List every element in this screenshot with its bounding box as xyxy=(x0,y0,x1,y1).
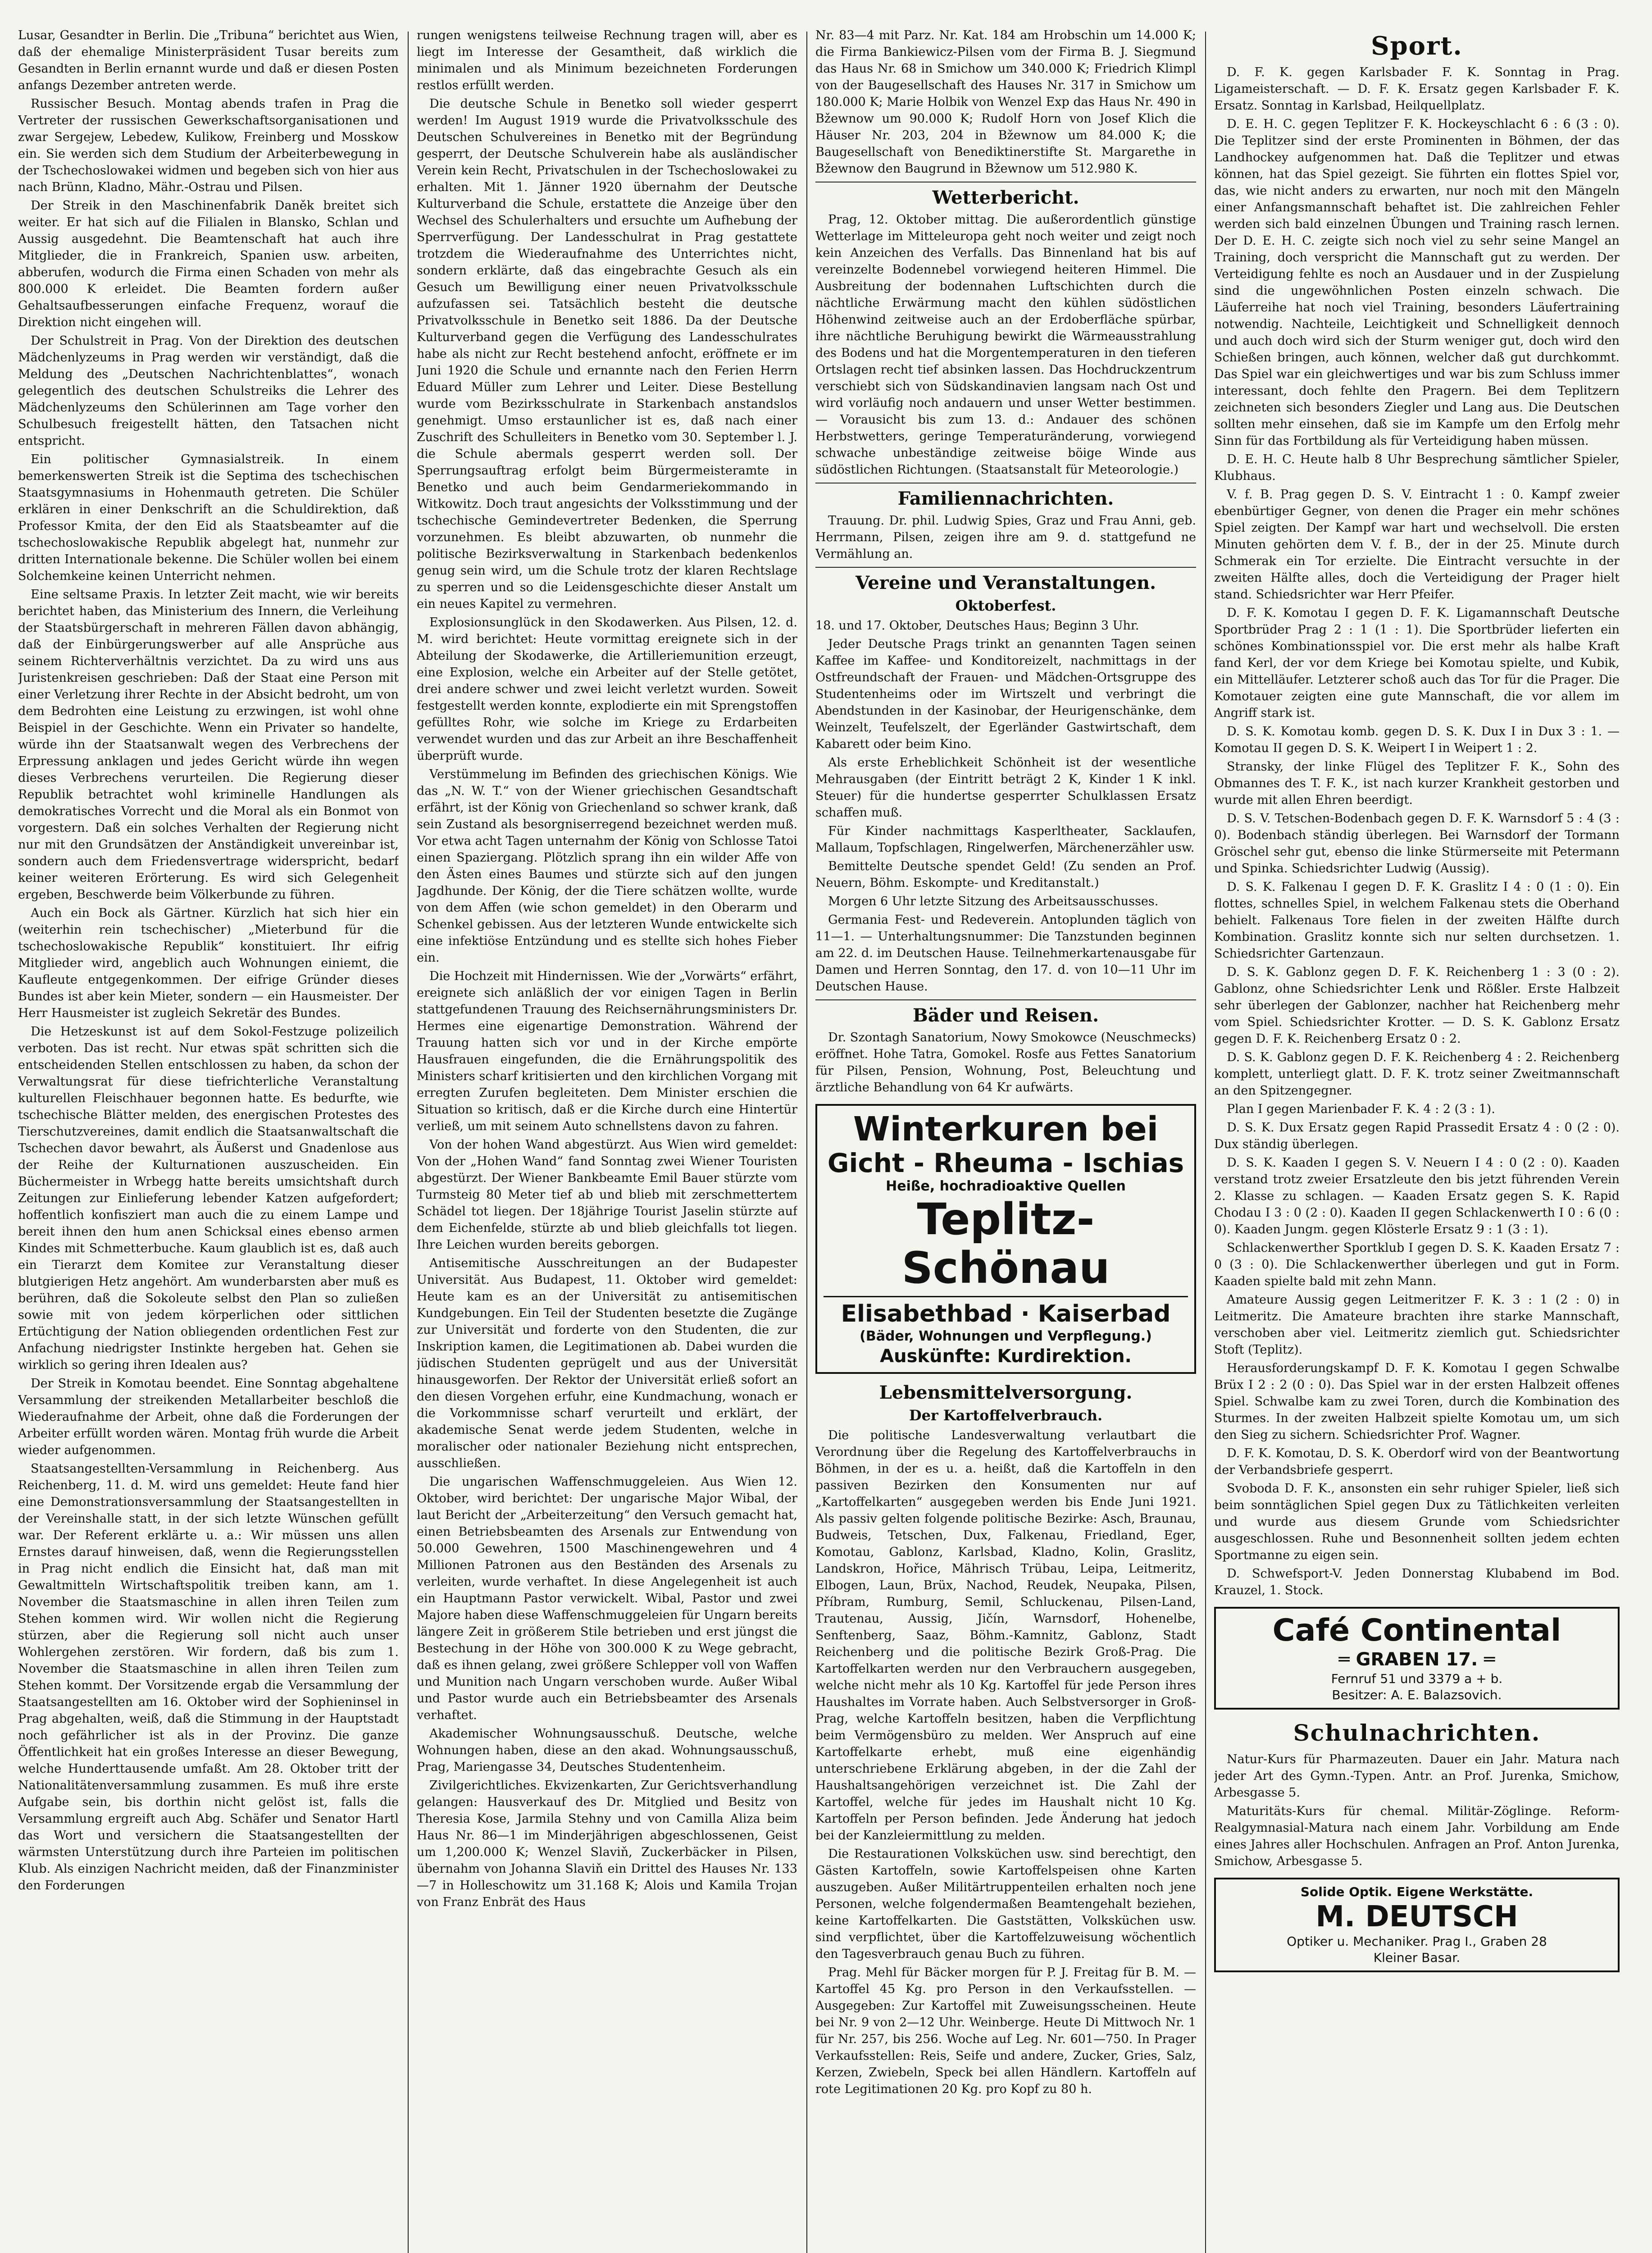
article: Prag, 12. Oktober mittag. Die außerordentlich günstige Wetterlage im Mitteleuropa geht noch weiter und zeigt noch kein Anzeichen des Verfalls. Das Binnenland hat bis auf vereinzelte Bodennebel vorwiegend heiteren Himmel. Die Ausbreitung der bodennahen Luftschichten durch die nächtliche Erwärmung macht den kühlen südöstlichen Höhenwind zeitweise auch an der Erdoberfläche spürbar, ihre nächtliche Beruhigung bewirkt die Wärmeausstrahlung des Bodens und hat die Morgentemperaturen in den tieferen Ortslagen recht tief absinken lassen. Das Hochdruckzentrum verschiebt sich von Südskandinavien langsam nach Ost und wird vorläufig noch andauern und unser Wetter bestimmen. — Vorausicht bis zum 13. d.: Andauer des schönen Herbstwetters, geringe Temperaturänderung, vorwiegend schwache unbeständige zeitweise böige Winde aus südöstlichen Richtungen. (Staatsanstalt für Meteorologie.) xyxy=(815,213,1196,477)
article: Nr. 83—4 mit Parz. Nr. Kat. 184 am Hrobschin um 14.000 K; die Firma Bankiewicz-Pilsen vom der Firma B. J. Siegmund das Haus Nr. 68 in Smichow um 340.000 K; Friedrich Klimpl von der Baugesellschaft des Hauses Nr. 317 in Smichow um 180.000 K; Marie Holbik von Wenzel Exp das Haus Nr. 490 in Bžewnow um 90.000 K; Rudolf Horn von Josef Klich die Häuser Nr. 203, 204 in Bžewnow um 84.000 K; die Baugesellschaft von Benediktinerstifte St. Margarethe in Bžewnow den Baugrund in Bžewnow um 512.980 K. xyxy=(815,28,1196,176)
article: D. S. K. Falkenau I gegen D. F. K. Graslitz I 4 : 0 (1 : 0). Ein flottes, schnelles Spiel, in welchem Falkenau stets die Oberhand behielt. Falkenaus Tore fielen in der zweiten Hälfte durch Kombination. Graslitz konnte sich nur selten durchsetzen. 1. Schiedsrichter Gartenzaun. xyxy=(1214,880,1620,961)
article: D. F. K. Komotau I gegen D. F. K. Ligamannschaft Deutsche Sportbrüder Prag 2 : 1 (1 : 1). Die Sportbrüder lieferten ein schönes Kombinationsspiel vor. Die erst mehr als halbe Kraft fand Kerl, der vor dem Kriege bei Komotau spielte, und Kubik, ein Mittelläufer. Letzterer schoß auch das Tor für die Prager. Die Komotauer zeigten eine gute Mannschaft, die vor allem im Angriff stark ist. xyxy=(1214,606,1620,720)
article: Auch ein Bock als Gärtner. Kürzlich hat sich hier ein (weiterhin rein tschechischer) „Mieterbund für die tschechoslowakische Republik“ konstituiert. Ihr eifrig Mitglieder wird, angeblich auch Wohnungen einiemt, die Kaufleute entgegenkommen. Der eifrige Gründer dieses Bundes ist aber kein Mieter, sondern — ein Hausmeister. Der Herr Hausmeister ist zugleich Sekretär des Bundes. xyxy=(18,906,399,1020)
article: Die Restaurationen Volksküchen usw. sind berechtigt, den Gästen Kartoffeln, sowie Kartoffelspeisen ohne Karten auszugeben. Außer Militärtruppenteilen erhalten noch jene Personen, welche folgendermaßen Beamtengehalt beziehen, keine Kartoffelkarten. Die Gaststätten, Volksküchen usw. sind verpflichtet, über die Kartoffelzuweisung wöchentlich den Tagesverbrauch genau Buch zu führen. xyxy=(815,1847,1196,1961)
article: Trauung. Dr. phil. Ludwig Spies, Graz und Frau Anni, geb. Herrmann, Pilsen, zeigen ihre am 9. d. stattgefund ne Vermählung an. xyxy=(815,514,1196,561)
article: Svoboda D. F. K., ansonsten ein sehr ruhiger Spieler, ließ sich beim sonntäglichen Spiel gegen Dux zu Tätlichkeiten verleiten und wurde aus diesem Grunde vom Schiedsrichter ausgeschlossen. Ruhe und Besonnenheit sollten jedem echten Sportmanne zu eigen sein. xyxy=(1214,1482,1620,1562)
ad-cafe-continental xyxy=(1214,1607,1620,1710)
divider xyxy=(815,999,1196,1000)
ad-deutsch-address2: Kleiner Basar. xyxy=(1373,1950,1461,1965)
article: D. S. K. Gablonz gegen D. F. K. Reichenberg 1 : 3 (0 : 2). Gablonz, ohne Schiedsrichter Lenk und Rößler. Erste Halbzeit sehr überlegen der Gablonzer, nachher hat Reichenberg mehr vom Spiel. Schiedsrichter Krotter. — D. S. K. Gablonz Ersatz gegen D. F. K. Reichenberg Ersatz 0 : 2. xyxy=(1214,965,1620,1046)
ad-deutsch-top: Solide Optik. Eigene Werkstätte. xyxy=(1300,1884,1534,1899)
article: Zivilgerichtliches. Ekvizenkarten, Zur Gerichtsverhandlung gelangen: Hausverkauf des Dr. Mitglied und Besitz von Theresia Kose, Jarmila Stehny und von Camilla Aliza beim Haus Nr. 86—1 im Minderjährigen abgeschlossenen, Geist um 1,200.000 K; Wenzel Slaviň, Zuckerbäcker in Pilsen, übernahm von Johanna Slaviň ein Drittel des Hauses Nr. 133—7 in Holleschowitz um 31.168 K; Alois und Kamila Trojan von Franz Enbrät des Haus xyxy=(417,1779,797,1909)
article: D. S. V. Tetschen-Bodenbach gegen D. F. K. Warnsdorf 5 : 4 (3 : 0). Bodenbach ständig überlegen. Bei Warnsdorf der Tormann Gröschel sehr gut, ebenso die linke Stürmerseite mit Petermann und Spinka. Schiedsrichter Ludwig (Aussig). xyxy=(1214,812,1620,876)
article: D. E. H. C. Heute halb 8 Uhr Besprechung sämtlicher Spieler, Klubhaus. xyxy=(1214,452,1620,483)
ad-winter-line6: (Bäder, Wohnungen und Verpflegung.) xyxy=(860,1328,1152,1344)
ad-deutsch-optik xyxy=(1214,1878,1620,1972)
heading-baeder: Bäder und Reisen. xyxy=(912,1005,1099,1026)
article: Prag. Mehl für Bäcker morgen für P. J. Freitag für B. M. — Kartoffel 45 Kg. pro Person in den Verkaufsstellen. — Ausgegeben: Zur Kartoffel mit Zuweisungsscheinen. Heute bei Nr. 9 von 2—12 Uhr. Weinberge. Heute Di Mittwoch Nr. 1 für Nr. 257, bis 256. Woche auf Leg. Nr. 601—750. In Prager Verkaufsstellen: Reis, Seife und andere, Zucker, Gries, Salz, Kerzen, Zwiebeln, Speck bei allen Händlern. Kartoffeln auf rote Legitimationen 20 Kg. pro Kopf zu 80 h. xyxy=(815,1966,1196,2096)
heading-familie: Familiennachrichten. xyxy=(897,488,1114,509)
column-1 xyxy=(18,27,399,2253)
article: D. S. K. Komotau komb. gegen D. S. K. Dux I in Dux 3 : 1. — Komotau II gegen D. S. K. Weipert I in Weipert 1 : 2. xyxy=(1214,725,1620,755)
article: Antisemitische Ausschreitungen an der Budapester Universität. Aus Budapest, 11. Oktober wird gemeldet: Heute kam es an der Universität zu antisemitischen Kundgebungen. Ein Teil der Studenten besetzte die Zugänge zur Universität und forderte von den Studenten, die zur Inskription kamen, die Legitimationen ab. Dabei wurden die jüdischen Studenten geprügelt und aus der Universität hinausgeworfen. Der Rektor der Universität erließ sofort an den diesen Vorgehen erfuhr, eine Kundmachung, wonach er die Vorkommnisse scharf verurteilt und erklärt, der akademische Senat werde jedem Studenten, welche in moralischer oder nationaler Beziehung nicht entsprechen, ausschließen. xyxy=(417,1256,797,1470)
article: Die Hochzeit mit Hindernissen. Wie der „Vorwärts“ erfährt, ereignete sich anläßlich der vor einigen Tagen in Berlin stattgefundenen Trauung des Reichsernährungsministers Dr. Hermes eine eigenartige Demonstration. Während der Trauung hatten sich vor und in der Kirche empörte Hausfrauen eingefunden, die die Ernährungspolitik des Ministers scharf kritisierten und den kirchlichen Vorgang mit erregten Zurufen begleiteten. Dem Minister erschien die Situation so kritisch, daß er die Kirche durch eine Hintertür verließ, um mit seinem Auto schnellstens davon zu fahren. xyxy=(417,969,797,1133)
article: Der Schulstreit in Prag. Von der Direktion des deutschen Mädchenlyzeums in Prag werden wir verständigt, daß die Meldung des „Deutschen Nachrichtenblattes“, wonach gelegentlich des deutschen Schulstreiks die Lehrer des Mädchenlyzeums den Schülerinnen am Tage vorher den Schulbesuch freigestellt hätten, den Tatsachen nicht entspricht. xyxy=(18,334,399,448)
article: 18. und 17. Oktober, Deutsches Haus; Beginn 3 Uhr. xyxy=(815,619,1139,633)
ad-winterkuren xyxy=(815,1104,1196,1374)
ad-cafe-address: ═ GRABEN 17. ═ xyxy=(1338,1649,1495,1670)
article: V. f. B. Prag gegen D. S. V. Eintracht 1 : 0. Kampf zweier ebenbürtiger Gegner, von denen die Prager ein mehr schönes Spiel zeigten. Der Kampf war hart und wechselvoll. Die ersten Minuten gehörten dem V. f. B., der in der 25. Minute durch Schmerak ein Tor erzielte. Die Eintracht versuchte in der zweiten Hälfte alles, doch die Verteidigung der Prager hielt stand. Schiedsrichter war Herr Pfeifer. xyxy=(1214,488,1620,602)
article: rungen wenigstens teilweise Rechnung tragen will, aber es liegt im Interesse der Gesamtheit, daß wirklich die minimalen und als Minimum bezeichneten Forderungen restlos erfüllt werden. xyxy=(417,28,797,92)
article: Natur-Kurs für Pharmazeuten. Dauer ein Jahr. Matura nach jeder Art des Gymn.-Typen. Antr. an Prof. Jurenka, Smichow, Arbesgasse 5. xyxy=(1214,1752,1620,1800)
article: Als erste Erheblichkeit Schönheit ist der wesentliche Mehrausgaben (der Eintritt beträgt 2 K, Kinder 1 K inkl. Steuer) für die hundertse gesperrter Schulklassen Ersatz schaffen muß. xyxy=(815,756,1196,820)
article: D. E. H. C. gegen Teplitzer F. K. Hockeyschlacht 6 : 6 (3 : 0). Die Teplitzer sind der erste Prominenten in Böhmen, der das Landhockey aufgenommen hat. Daß die Teplitzer und etwas können, hat das Spiel gezeigt. Sie führten ein flottes Spiel vor, das, wie nicht anders zu erwarten, nur noch mit den Mängeln einer Anfangsmannschaft behaftet ist. Die zahlreichen Fehler werden sich bald einzelnen Übungen und Training rasch lernen. Der D. E. H. C. zeigte sich noch viel zu sehr seine Mangel an Training, doch verspricht die Mannschaft gut zu werden. Der Verteidigung fehlte es noch an Ausdauer und in der Zuspielung sind die ungewöhnlichen Posten einzeln schwach. Die Läuferreihe hat noch viel Training, besonders Läufertraining notwendig. Nachteile, Leichtigkeit und Schnelligkeit dennoch und auch doch wird sich der Sturm weniger gut, doch wird den Schießen bringen, auch können, welcher daß gut durchkommt. Das Spiel war ein gleichwertiges und war bis zum Schluss immer interessant, doch fehlte den Pragern. Bei dem Teplitzern zeichneten sich besonders Ziegler und Lang aus. Die Deutschen sollten mehr einsehen, daß sie im Kampfe um den Erfolg mehr Sinn für das Fortbildung als für Verteidigung haben müssen. xyxy=(1214,117,1620,448)
article: Die ungarischen Waffenschmuggeleien. Aus Wien 12. Oktober, wird berichtet: Der ungarische Major Wibal, der laut Bericht der „Arbeiterzeitung“ den Versuch gemacht hat, einen Betriebsbeamten des Arsenals zur Entwendung von 50.000 Gewehren, 1500 Maschinengewehren und 4 Millionen Patronen aus den Beständen des Arsenals zu verleiten, wurde verhaftet. In diese Angelegenheit ist auch ein Hauptmann Pastor verwickelt. Wibal, Pastor und zwei Majore haben diese Waffenschmuggeleien für Ungarn bereits längere Zeit in größerem Stile betrieben und erst jüngst die Bestechung in der Höhe von 300.000 K zu Wege gebracht, daß es ihnen gelang, zwei größere Schlepper voll von Waffen und Munition nach Ungarn verschoben wurde. Außer Wibal und Pastor wurde auch ein Betriebsbeamter des Arsenals verhaftet. xyxy=(417,1475,797,1722)
article: Die politische Landesverwaltung verlautbart die Verordnung über die Regelung des Kartoffelverbrauchs in Böhmen, in der es u. a. heißt, daß die Kartoffeln in den passiven Bezirken den Konsumenten nur auf „Kartoffelkarten“ ausgegeben werden bis Ende Juni 1921. Als passiv gelten folgende politische Bezirke: Asch, Braunau, Budweis, Tetschen, Dux, Falkenau, Friedland, Eger, Komotau, Gablonz, Karlsbad, Kladno, Kolin, Graslitz, Landskron, Hořice, Mährisch Trübau, Leipa, Leitmeritz, Elbogen, Laun, Brüx, Nachod, Reudek, Neupaka, Pilsen, Příbram, Rumburg, Semil, Schluckenau, Pilsen-Land, Trautenau, Aussig, Jičín, Warnsdorf, Hohenelbe, Senftenberg, Saaz, Böhm.-Kamnitz, Gablonz, Stadt Reichenberg und die politische Bezirk Groß-Prag. Die Kartoffelkarten werden nur den Verbrauchern ausgegeben, welche nicht mehr als 10 Kg. Kartoffel für jede Person ihres Haushaltes im Vorrate haben. Auch Selbstversorger in Groß-Prag, welche Kartoffeln besitzen, haben die Verpflichtung beim Vermögensbüro zu melden. Wer Anspruch auf eine Kartoffelkarte erhebt, muß eine eigenhändig unterschriebene Erklärung abgeben, in der die Zahl der Haushaltsangehörigen verzeichnet ist. Die Zahl der Kartoffel, welche für jedes im Haushalt nicht 10 Kg. Kartoffeln per Person befinden. Jede Änderung hat jedoch bei der Kanzleiermittlung zu melden. xyxy=(815,1428,1196,1843)
article: Eine seltsame Praxis. In letzter Zeit macht, wie wir bereits berichtet haben, das Ministerium des Innern, die Verleihung der Staatsbürgerschaft in mehreren Fällen davon abhängig, daß der Einbürgerungswerber auf alle Ansprüche aus seinem Richterverhältnis verzichtet. Da zu wird uns aus Juristenkreisen geschrieben: Daß der Staat eine Person mit einer Verletzung ihrer Rechte in der Absicht bedroht, um von dem Bedrohten eine Leistung zu erzwingen, ist wohl ohne Beispiel in der Geschichte. Wenn ein Privater so handelte, würde ihn der Staatsanwalt wegen des Verbrechens der Erpressung anklagen und jedes Gericht würde ihn wegen dieses Verbrechens verurteilen. Die Regierung dieser Republik betrachtet wohl kriminelle Handlungen als demokratisches Vorrecht und die Moral als ein Bonmot von vorgestern. Daß ein solches Verhalten der Regierung nicht nur mit den Grundsätzen der Anständigkeit unvereinbar ist, sondern auch dem Friedensvertrage widerspricht, bedarf keiner weiteren Erörterung. Es wird sich Gelegenheit ergeben, Beschwerde beim Völkerbunde zu führen. xyxy=(18,588,399,902)
ad-deutsch-name: M. DEUTSCH xyxy=(1315,1900,1518,1934)
article: D. Schwefsport-V. Jeden Donnerstag Klubabend im Bod. Krauzel, 1. Stock. xyxy=(1214,1567,1620,1597)
article: Die deutsche Schule in Benetko soll wieder gesperrt werden! Im August 1919 wurde die Privatvolksschule des Deutschen Schulvereines in Benetko mit der Begründung gesperrt, der Deutsche Schulverein habe als ausländischer Verein kein Recht, Privatschulen in der Tschechoslowakei zu erhalten. Mit 1. Jänner 1920 übernahm der Deutsche Kulturverband die Schule, erstattete die Anzeige über den Wechsel des Schulerhalters und ersuchte um Aufhebung der Sperrverfügung. Der Landesschulrat in Prag gestattete trotzdem die Wiederaufnahme des Unterrichtes nicht, sondern erklärte, daß das eingebrachte Gesuch als ein Gesuch um Bewilligung einer neuen Privatvolksschule aufzufassen sei. Tatsächlich besteht die deutsche Privatvolksschule in Benetko seit 1886. Da der Deutsche Kulturverband gegen die Verfügung des Landesschulrates habe als nicht zur Recht bestehend anfocht, eröffnete er im Juni 1920 die Schule und ernannte nach den Ferien Herrn Eduard Müller zum Lehrer und Leiter. Diese Bestellung wurde vom Bezirksschulrate in Starkenbach anstandslos genehmigt. Umso erstaunlicher ist es, daß nach einer Zuschrift des Schulleiters in Benetko vom 30. September l. J. die Schule abermals gesperrt werden soll. Der Sperrungsauftrag erfolgt beim Bürgermeisteramte in Benetko und auch beim Gendarmeriekommando in Witkowitz. Doch traut angesichts der Volksstimmung und der tschechische Gemindevertreter Bedenken, die Sperrung vorzunehmen. Es bleibt abzuwarten, ob nunmehr die politische Bezirksverwaltung in Starkenbach bedenkenlos genug sein wird, um die Schule trotz der klaren Rechtslage zu sperren und so die Leidensgeschichte dieser Anstalt um ein neues Kapitel zu vermehren. xyxy=(417,97,797,611)
article: Bemittelte Deutsche spendet Geld! (Zu senden an Prof. Neuern, Böhm. Eskompte- und Kreditanstalt.) xyxy=(815,859,1196,890)
ad-deutsch-address: Optiker u. Mechaniker. Prag I., Graben 28 xyxy=(1287,1934,1547,1949)
article: Der Streik in den Maschinenfabrik Daněk breitet sich weiter. Er hat sich auf die Filialen in Blansko, Schlan und Aussig ausgedehnt. Die Beamtenschaft hat auch ihre Mitglieder, die in Frankreich, Spanien usw. arbeiten, abberufen, wodurch die Firma einen Schaden von mehr als 800.000 K erleidet. Die Beamten fordern außer Gehaltsaufbesserungen einfache Frequenz, worauf die Direktion nicht eingehen will. xyxy=(18,199,399,329)
article: D. S. K. Kaaden I gegen S. V. Neuern I 4 : 0 (2 : 0). Kaaden verstand trotz zweier Ersatzleute den bis jetzt führenden Verein 2. Klasse zu schlagen. — Kaaden Ersatz gegen S. K. Rapid Chodau I 3 : 0 (2 : 0). Kaaden II gegen Schlackenwerth I 0 : 6 (0 : 0). Kaaden Jungm. gegen Klösterle Ersatz 9 : 1 (3 : 1). xyxy=(1214,1156,1620,1236)
ad-cafe-phone: Fernruf 51 und 3379 a + b. xyxy=(1331,1671,1503,1686)
article: Lusar, Gesandter in Berlin. Die „Tribuna“ berichtet aus Wien, daß der ehemalige Ministerpräsident Tusar bereits zum Gesandten in Berlin ernannt wurde und daß er diesen Posten anfangs Dezember antreten werde. xyxy=(18,28,399,92)
ad-winter-line4: Teplitz-Schönau xyxy=(901,1194,1110,1293)
heading-vereine: Vereine und Veranstaltungen. xyxy=(855,572,1156,593)
article: Dr. Szontagh Sanatorium, Nowy Smokowce (Neuschmecks) eröffnet. Hohe Tatra, Gomokel. Rosfe aus Fettes Sanatorium für Pilsen, Pension, Wohnung, Post, Beleuchtung und ärztliche Behandlung von 64 Kr aufwärts. xyxy=(815,1031,1196,1095)
article: Der Streik in Komotau beendet. Eine Sonntag abgehaltene Versammlung der streikenden Metallarbeiter beschloß die Wiederaufnahme der Arbeit, ohne daß die Forderungen der Arbeiter erfüllt worden wären. Montag früh wurde die Arbeit wieder aufgenommen. xyxy=(18,1377,399,1457)
article: Verstümmelung im Befinden des griechischen Königs. Wie das „N. W. T.“ von der Wiener griechischen Gesandtschaft erfährt, ist der König von Griechenland so schwer krank, daß sein Zustand als besorgniserregend bezeichnet werden muß. Vor etwa acht Tagen unternahm der König von Schlosse Tatoi einen Spaziergang. Plötzlich sprang ihn ein wilder Affe von den Ästen eines Baumes und stürzte sich auf den jungen Jagdhunde. Der König, der die Tiere schätzen wollte, wurde von dem Affen (wie schon gemeldet) in den Oberarm und Schenkel gebissen. Aus der letzteren Wunde entwickelte sich eine infektiöse Entzündung und es stellte sich hohes Fieber ein. xyxy=(417,767,797,965)
heading-lebensmittel: Lebensmittelversorgung. xyxy=(879,1382,1133,1403)
article: D. F. K. gegen Karlsbader F. K. Sonntag in Prag. Ligameisterschaft. — D. F. K. Ersatz gegen Karlsbader F. K. Ersatz. Sonntag in Karlsbad, Heilquellplatz. xyxy=(1214,65,1620,113)
column-3 xyxy=(815,27,1196,2253)
article: Amateure Aussig gegen Leitmeritzer F. K. 3 : 1 (2 : 0) in Leitmeritz. Die Amateure brachten ihre starke Mannschaft, verschoben aber viel. Leitmeritz ziemlich gut. Schiedsrichter Stoft (Teplitz). xyxy=(1214,1293,1620,1357)
article: Maturitäts-Kurs für chemal. Militär-Zöglinge. Reform-Realgymnasial-Matura nach einem Jahr. Vorbildung am Ende eines Jahres aller Hochschulen. Anfragen an Prof. Anton Jurenka, Smichow, Arbesgasse 5. xyxy=(1214,1804,1620,1868)
article: D. S. K. Dux Ersatz gegen Rapid Prassedit Ersatz 4 : 0 (2 : 0). Dux ständig überlegen. xyxy=(1214,1121,1620,1151)
heading-wetter: Wetterbericht. xyxy=(932,187,1079,208)
ad-winter-line3: Heiße, hochradioaktive Quellen xyxy=(886,1178,1126,1194)
column-2 xyxy=(417,27,797,2253)
article: Plan I gegen Marienbader F. K. 4 : 2 (3 : 1). xyxy=(1227,1102,1495,1116)
column-rule xyxy=(408,32,409,2253)
ad-cafe-title: Café Continental xyxy=(1272,1613,1561,1648)
article: Russischer Besuch. Montag abends trafen in Prag die Vertreter der russischen Gewerkschaftsorganisationen und zwar Sergejew, Lebedew, Kulikow, Freinberg und Mosskow ein. Sie werden sich dem Studium der Arbeiterbewegung in der Tschechoslowakei widmen und begeben sich von hier aus nach Brünn, Kladno, Mähr.-Ostrau und Pilsen. xyxy=(18,97,399,194)
article: Die Hetzeskunst ist auf dem Sokol-Festzuge polizeilich verboten. Das ist recht. Nur etwas spät schritten sich die entscheidenden Stellen entschlossen zu haben, da schon der Verwaltungsrat für diese tiefrichterliche Veranstaltung kulturellen Fleischhauer begonnen hatte. Es bedurfte, wie tschechische Blätter melden, des energischen Protestes des Tierschutzvereines, damit endlich die Staatsanwaltschaft die Tschechen davor bewahrt, als Äußerst und Gnadenlose aus der Reihe der Kulturnationen auszuscheiden. Ein Büchermeister in Wrbegg hatte bereits umsichtshaft durch Zeitungen zur Einlieferung lebender Katzen aufgefordert; hoffentlich konfisziert man auch die zu einem Lampe und bereit ihnen den hum anen Schicksal eines ebenso armen Kindes mit Schmetterbuche. Kaum glaublich ist es, daß auch ein Tierarzt dem Komitee zur Veranstaltung dieser blutgierigen Hetz angehört. Am wunderbarsten aber muß es berühren, daß die Sokoleute selbst den Plan so zuließen sowie mit von jedem körperlichen oder sittlichen Ertüchtigung der Nation obliegenden ordentlichen Fest zur Anfachung niedrigster Instinkte hergeben hat. Gehen sie wirklich so gering ihren Idealen aus? xyxy=(18,1025,399,1372)
article: Jeder Deutsche Prags trinkt an genannten Tagen seinen Kaffee im Kaffee- und Konditoreizelt, nachmittags in der Ostfreundschaft der Frauen- und Mädchen-Ortsgruppe des Studentenheims oder im Wirtszelt und verbringt die Abendstunden in der Kasinobar, der Heurigenschänke, dem Weinzelt, Teufelszelt, der Egerländer Gastwirtschaft, dem Kabarett oder beim Kino. xyxy=(815,637,1196,751)
article: Von der hohen Wand abgestürzt. Aus Wien wird gemeldet: Von der „Hohen Wand“ fand Sonntag zwei Wiener Touristen abgestürzt. Der Wiener Bankbeamte Emil Bauer stürzte vom Turmsteig 80 Meter tief ab und blieb mit zerschmettertem Schädel tot liegen. Der 18jährige Tourist Jaselin stürzte auf dem Eichenfelde, stürzte ab und blieb gleichfalls tot liegen. Ihre Leichen wurden bereits geborgen. xyxy=(417,1138,797,1252)
column-rule xyxy=(806,32,807,2253)
article: D. S. K. Gablonz gegen D. F. K. Reichenberg 4 : 2. Reichenberg komplett, unterliegt glatt. D. F. K. trotz seiner Zweitmannschaft an den Spitzengegner. xyxy=(1214,1050,1620,1098)
article: Stransky, der linke Flügel des Teplitzer F. K., Sohn des Obmannes des T. F. K., ist nach kurzer Krankheit gestorben und wurde mit allen Ehren beerdigt. xyxy=(1214,760,1620,807)
ad-winter-line1: Winterkuren bei xyxy=(853,1110,1159,1149)
article: Schlackenwerther Sportklub I gegen D. S. K. Kaaden Ersatz 7 : 0 (3 : 0). Die Schlackenwerther überlegen und gut in Form. Kaaden spielte bald mit zehn Mann. xyxy=(1214,1241,1620,1288)
article: Explosionsunglück in den Skodawerken. Aus Pilsen, 12. d. M. wird berichtet: Heute vormittag ereignete sich in der Abteilung der Skodawerke, die Artilleriemunition erzeugt, eine Explosion, welche ein Arbeiter auf der Stelle getötet, drei andere schwer und zwei leicht verletzt wurden. Soweit festgestellt werden konnte, explodierte ein mit Sprengstoffen gefülltes Rohr, wie solche im Kriege zu Erdarbeiten verwendet wurden und das zur Arbeit an ihre Beschaffenheit überprüft wurde. xyxy=(417,616,797,763)
ad-winter-line5: Elisabethbad · Kaiserbad xyxy=(824,1296,1188,1328)
heading-kartoffel: Der Kartoffelverbrauch. xyxy=(909,1407,1103,1424)
heading-sport: Sport. xyxy=(1371,31,1463,61)
article: Herausforderungskampf D. F. K. Komotau I gegen Schwalbe Brüx I 2 : 2 (0 : 0). Das Spiel war in der ersten Halbzeit offenes Spiel. Schwalbe kam zu zwei Toren, durch die Kombination des Sturmes. In der zweiten Halbzeit spielte Komotau um, um sich den Sieg zu sichern. Schiedsrichter Prof. Wagner. xyxy=(1214,1361,1620,1442)
divider xyxy=(815,567,1196,568)
column-rule xyxy=(1205,32,1206,2253)
heading-oktoberfest: Oktoberfest. xyxy=(955,597,1056,614)
ad-winter-line7: Auskünfte: Kurdirektion. xyxy=(880,1346,1132,1367)
heading-schule: Schulnachrichten. xyxy=(1293,1719,1541,1746)
article: Morgen 6 Uhr letzte Sitzung des Arbeitsausschusses. xyxy=(828,894,1159,908)
article: Akademischer Wohnungsausschuß. Deutsche, welche Wohnungen haben, diese an den akad. Wohnungsausschuß, Prag, Mariengasse 34, Deutsches Studentenheim. xyxy=(417,1727,797,1774)
ad-cafe-owner: Besitzer: A. E. Balazsovich. xyxy=(1332,1687,1502,1702)
article: Für Kinder nachmittags Kasperltheater, Sacklaufen, Mallaum, Topfschlagen, Ringelwerfen, Märchenerzähler usw. xyxy=(815,824,1196,855)
article: Germania Fest- und Redeverein. Antoplunden täglich von 11—1. — Unterhaltungsnummer: Die Tanzstunden beginnen am 22. d. im Deutschen Hause. Teilnehmerkartenausgabe für Damen und Herren Sonntag, den 17. d. von 10—11 Uhr im Deutschen Hause. xyxy=(815,913,1196,994)
article: Staatsangestellten-Versammlung in Reichenberg. Aus Reichenberg, 11. d. M. wird uns gemeldet: Heute fand hier eine Demonstrationsversammlung der Staatsangestellten in der Vereinshalle statt, in der sich letzte Wünschen gefüllt war. Der Referent erklärte u. a.: Wir müssen uns allen Ernstes darauf hinweisen, daß, wenn die Regierungsstellen in Prag nicht endlich die Einsicht hat, daß man mit Gewaltmitteln Wirtschaftspolitik treiben kann, am 1. November die Staatsmaschine in allen ihren Teilen zum Stehen kommen wird. Wir wollen nicht die Regierung stürzen, aber die Regierung soll nicht auch unser Wohlergehen zerstören. Wir fordern, daß bis zum 1. November die Staatsmaschine in allen ihren Teilen zum Stehen kommt. Der Vorsitzende ergab die Versammlung der Staatsangestellten am 16. Oktober wird der Sophieninsel in Prag abgehalten, weiß, daß die Stimmung in der Hauptstadt noch gefährlicher ist als in der Provinz. Die ganze Öffentlichkeit hat ein großes Interesse an dieser Bewegung, welche Hunderttausende umfaßt. Am 28. Oktober tritt der Nationalitätenversammlung zusammen. Es muß ihre erste Aufgabe sein, bis dorthin nicht gelöst ist, falls die Versammlung ergreift auch Abg. Schäfer und Senator Hartl das Wort und versichern die Staatsangestellten der wärmsten Unterstützung durch ihre Parteien im politischen Klub. Als einzigen Nachricht meiden, daß der Finanzminister den Forderungen xyxy=(18,1462,399,1893)
article: Ein politischer Gymnasialstreik. In einem bemerkenswerten Streik ist die Septima des tschechischen Staatsgymnasiums in Hohenmauth getreten. Die Schüler erklären in einer Denkschrift an die Schuldirektion, daß Professor Kmita, der den Eid als Staatsbeamter auf die tschechoslowakische Republik abgelegt hat, nunmehr zur dritten Internationale bekenne. Die Schüler wollen bei einem Solchemkeine keinen Unterricht nehmen. xyxy=(18,452,399,583)
article: D. F. K. Komotau, D. S. K. Oberdorf wird von der Beantwortung der Verbandsbriefe gesperrt. xyxy=(1214,1446,1620,1477)
column-4 xyxy=(1214,27,1620,2253)
ad-winter-line2: Gicht - Rheuma - Ischias xyxy=(827,1148,1184,1178)
